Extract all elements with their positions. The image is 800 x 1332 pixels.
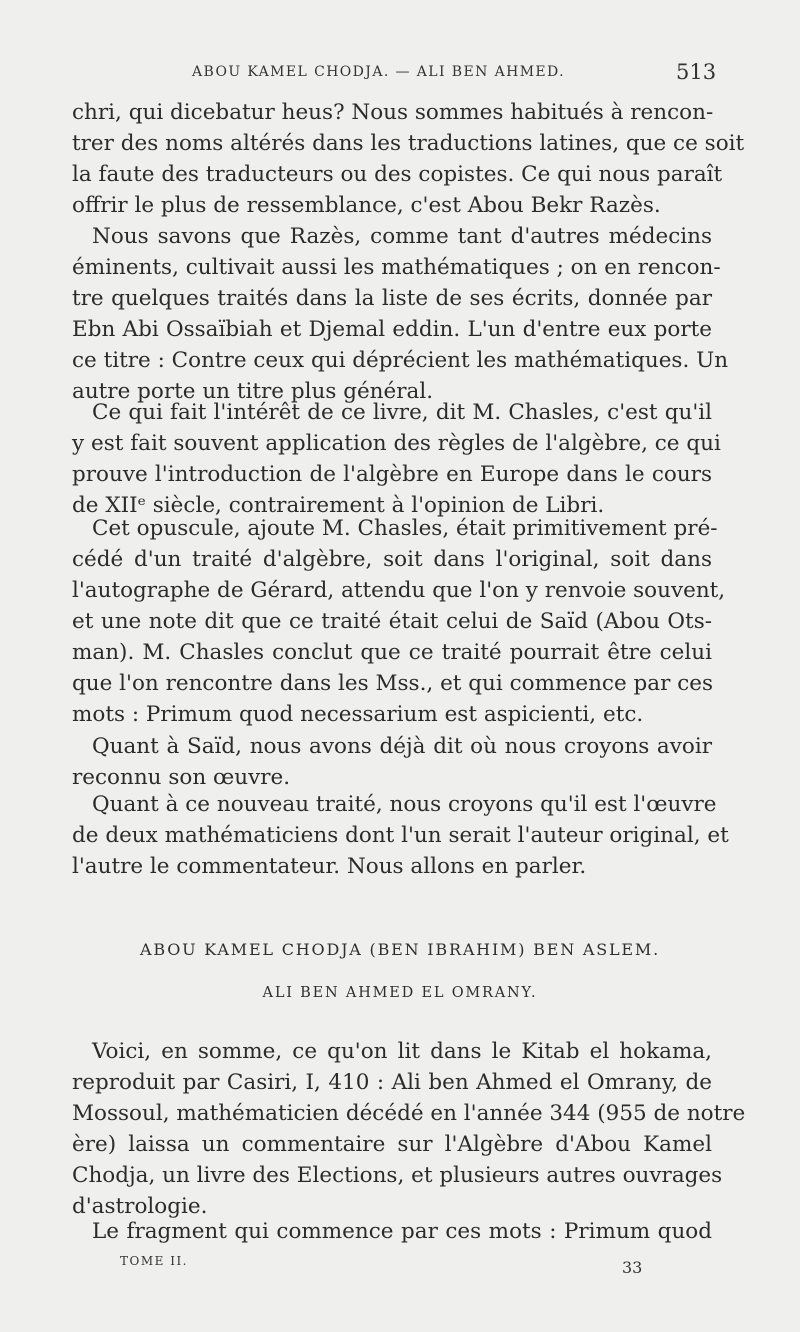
paragraph-1 bbox=[72, 97, 745, 221]
text-line: man). M. Chasles conclut que ce traité pourrait être celui bbox=[72, 640, 712, 665]
text-line: éminents, cultivait aussi les mathématiques ; on en rencon- bbox=[72, 255, 721, 280]
text-line: que l'on rencontre dans les Mss., et qui commence par ces bbox=[72, 671, 714, 696]
text-line: tre quelques traités dans la liste de ses écrits, donnée par bbox=[72, 286, 712, 311]
text-line: prouve l'introduction de l'algèbre en Europe dans le cours bbox=[72, 462, 712, 487]
text-line: Ebn Abi Ossaïbiah et Djemal eddin. L'un d'entre eux porte bbox=[72, 317, 712, 342]
text-line: ère) laissa un commentaire sur l'Algèbre d'Abou Kamel bbox=[72, 1132, 712, 1157]
text-line: reproduit par Casiri, I, 410 : Ali ben Ahmed el Omrany, de bbox=[72, 1070, 712, 1095]
signature-number: 33 bbox=[622, 1258, 643, 1277]
text-line: Quant à Saïd, nous avons déjà dit où nous croyons avoir bbox=[92, 734, 712, 759]
text-line: ce titre : Contre ceux qui déprécient les mathématiques. Un bbox=[72, 348, 729, 373]
paragraph-6 bbox=[72, 789, 729, 882]
paragraph-2 bbox=[72, 221, 729, 407]
text-line: Voici, en somme, ce qu'on lit dans le Kitab el hokama, bbox=[92, 1039, 712, 1064]
text-line: la faute des traducteurs ou des copistes. Ce qui nous paraît bbox=[72, 162, 723, 187]
text-line: et une note dit que ce traité était celui de Saïd (Abou Ots- bbox=[72, 609, 712, 634]
text-line: Chodja, un livre des Elections, et plusieurs autres ouvrages bbox=[72, 1163, 723, 1188]
section-title-line-2: ALI BEN AHMED EL OMRANY. bbox=[262, 985, 538, 1001]
text-line: l'autographe de Gérard, attendu que l'on y renvoie souvent, bbox=[72, 578, 726, 603]
text-line: Le fragment qui commence par ces mots : Primum quod bbox=[92, 1219, 712, 1244]
text-line: Cet opuscule, ajoute M. Chasles, était primitivement pré- bbox=[92, 516, 718, 541]
paragraph-7 bbox=[72, 1036, 746, 1222]
text-line: chri, qui dicebatur heus? Nous sommes habitués à rencon- bbox=[72, 100, 714, 125]
page-number: 513 bbox=[676, 60, 717, 84]
text-line: trer des noms altérés dans les traductions latines, que ce soit bbox=[72, 131, 745, 156]
paragraph-4 bbox=[72, 513, 726, 730]
text-line: autre porte un titre plus général. bbox=[72, 379, 434, 404]
section-title-line-1: ABOU KAMEL CHODJA (BEN IBRAHIM) BEN ASLEM. bbox=[140, 940, 660, 959]
paragraph-5 bbox=[72, 731, 712, 793]
signature-volume: TOME II. bbox=[120, 1254, 188, 1268]
text-line: de deux mathématiciens dont l'un serait l'auteur original, et bbox=[72, 823, 729, 848]
running-head: ABOU KAMEL CHODJA. — ALI BEN AHMED. bbox=[192, 64, 566, 80]
text-line: offrir le plus de ressemblance, c'est Abou Bekr Razès. bbox=[72, 193, 661, 218]
text-line: Mossoul, mathématicien décédé en l'année 344 (955 de notre bbox=[72, 1101, 746, 1126]
text-line: y est fait souvent application des règles de l'algèbre, ce qui bbox=[72, 431, 721, 456]
text-line: cédé d'un traité d'algèbre, soit dans l'original, soit dans bbox=[72, 547, 712, 572]
text-line: Ce qui fait l'intérêt de ce livre, dit M. Chasles, c'est qu'il bbox=[92, 400, 712, 425]
text-line: d'astrologie. bbox=[72, 1194, 208, 1219]
text-line: l'autre le commentateur. Nous allons en parler. bbox=[72, 854, 587, 879]
text-line: de XIIᵉ siècle, contrairement à l'opinion de Libri. bbox=[72, 493, 605, 518]
text-line: Nous savons que Razès, comme tant d'autres médecins bbox=[92, 224, 712, 249]
paragraph-8 bbox=[72, 1216, 712, 1247]
paragraph-3 bbox=[72, 397, 721, 521]
text-line: reconnu son œuvre. bbox=[72, 765, 291, 790]
text-line: mots : Primum quod necessarium est aspicienti, etc. bbox=[72, 702, 644, 727]
text-line: Quant à ce nouveau traité, nous croyons qu'il est l'œuvre bbox=[92, 792, 717, 817]
